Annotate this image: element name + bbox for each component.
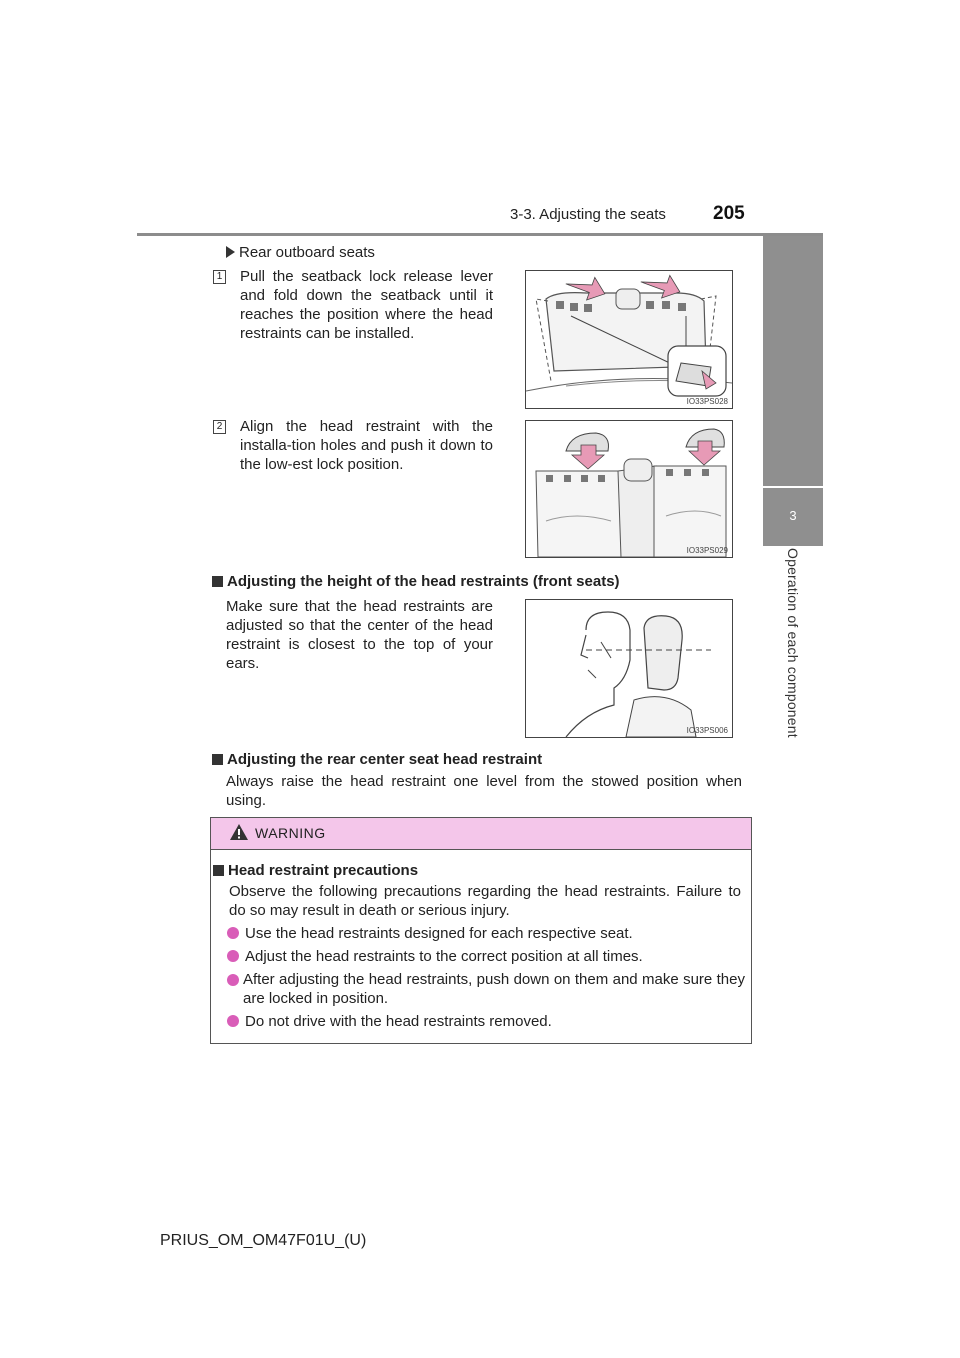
side-tab-number: 3	[789, 508, 797, 523]
step-number-2: 2	[213, 420, 226, 434]
warning-intro: Observe the following precautions regarding the head restraints. Failure to do so may result in death or serious injury.	[229, 883, 741, 919]
figure-code: IO33PS028	[686, 397, 728, 406]
bullet-dot-icon	[227, 974, 239, 986]
bullet-dot-icon	[227, 950, 239, 962]
bullet-dot-icon	[227, 927, 239, 939]
rear-center-heading: Adjusting the rear center seat head restraint	[212, 751, 542, 768]
square-bullet-icon	[213, 865, 224, 876]
figure-code: IO33PS006	[686, 726, 728, 735]
warning-triangle-icon	[229, 823, 249, 846]
warning-item: Use the head restraints designed for each respective seat.	[227, 924, 745, 943]
square-bullet-icon	[212, 754, 223, 765]
square-bullet-icon	[212, 576, 223, 587]
side-tab-label: Operation of each component	[785, 548, 801, 738]
seatback-illustration	[526, 271, 732, 408]
step-2-text: Align the head restraint with the installa-tion holes and push it down to the low-est lock position.	[240, 418, 493, 473]
warning-box	[210, 817, 752, 1044]
header-rule	[137, 233, 823, 236]
page-number: 205	[713, 203, 745, 224]
warning-label: WARNING	[255, 825, 326, 841]
warning-header	[211, 818, 751, 850]
figure-seatback-release	[525, 270, 733, 409]
headrest-height-illustration	[526, 600, 732, 737]
figure-headrest-height	[525, 599, 733, 738]
rear-center-text: Always raise the head restraint one level from the stowed position when using.	[226, 773, 742, 809]
section-title: 3-3. Adjusting the seats	[510, 206, 666, 223]
step-number-1: 1	[213, 270, 226, 284]
rear-outboard-title: Rear outboard seats	[226, 243, 375, 262]
figure-headrest-install	[525, 420, 733, 558]
warning-title: Head restraint precautions	[213, 862, 418, 879]
front-height-text: Make sure that the head restraints are adjusted so that the center of the head restraint is closest to the top of your ears.	[226, 598, 493, 672]
step-1-text: Pull the seatback lock release lever and fold down the seatback until it reaches the position where the head restraints can be installed.	[240, 268, 493, 342]
warning-item	[227, 970, 745, 1008]
headrest-install-illustration	[526, 421, 732, 557]
bullet-dot-icon	[227, 1015, 239, 1027]
figure-code: IO33PS029	[686, 546, 728, 555]
play-arrow-icon	[226, 246, 235, 258]
document-id: PRIUS_OM_OM47F01U_(U)	[160, 1232, 367, 1249]
front-height-heading: Adjusting the height of the head restraints (front seats)	[212, 573, 620, 590]
warning-item-text: After adjusting the head restraints, push down on them and make sure they are locked in position.	[243, 971, 745, 1007]
side-tab-upper	[763, 236, 823, 486]
warning-item: Do not drive with the head restraints removed.	[227, 1012, 745, 1031]
warning-item: Adjust the head restraints to the correct position at all times.	[227, 947, 745, 966]
